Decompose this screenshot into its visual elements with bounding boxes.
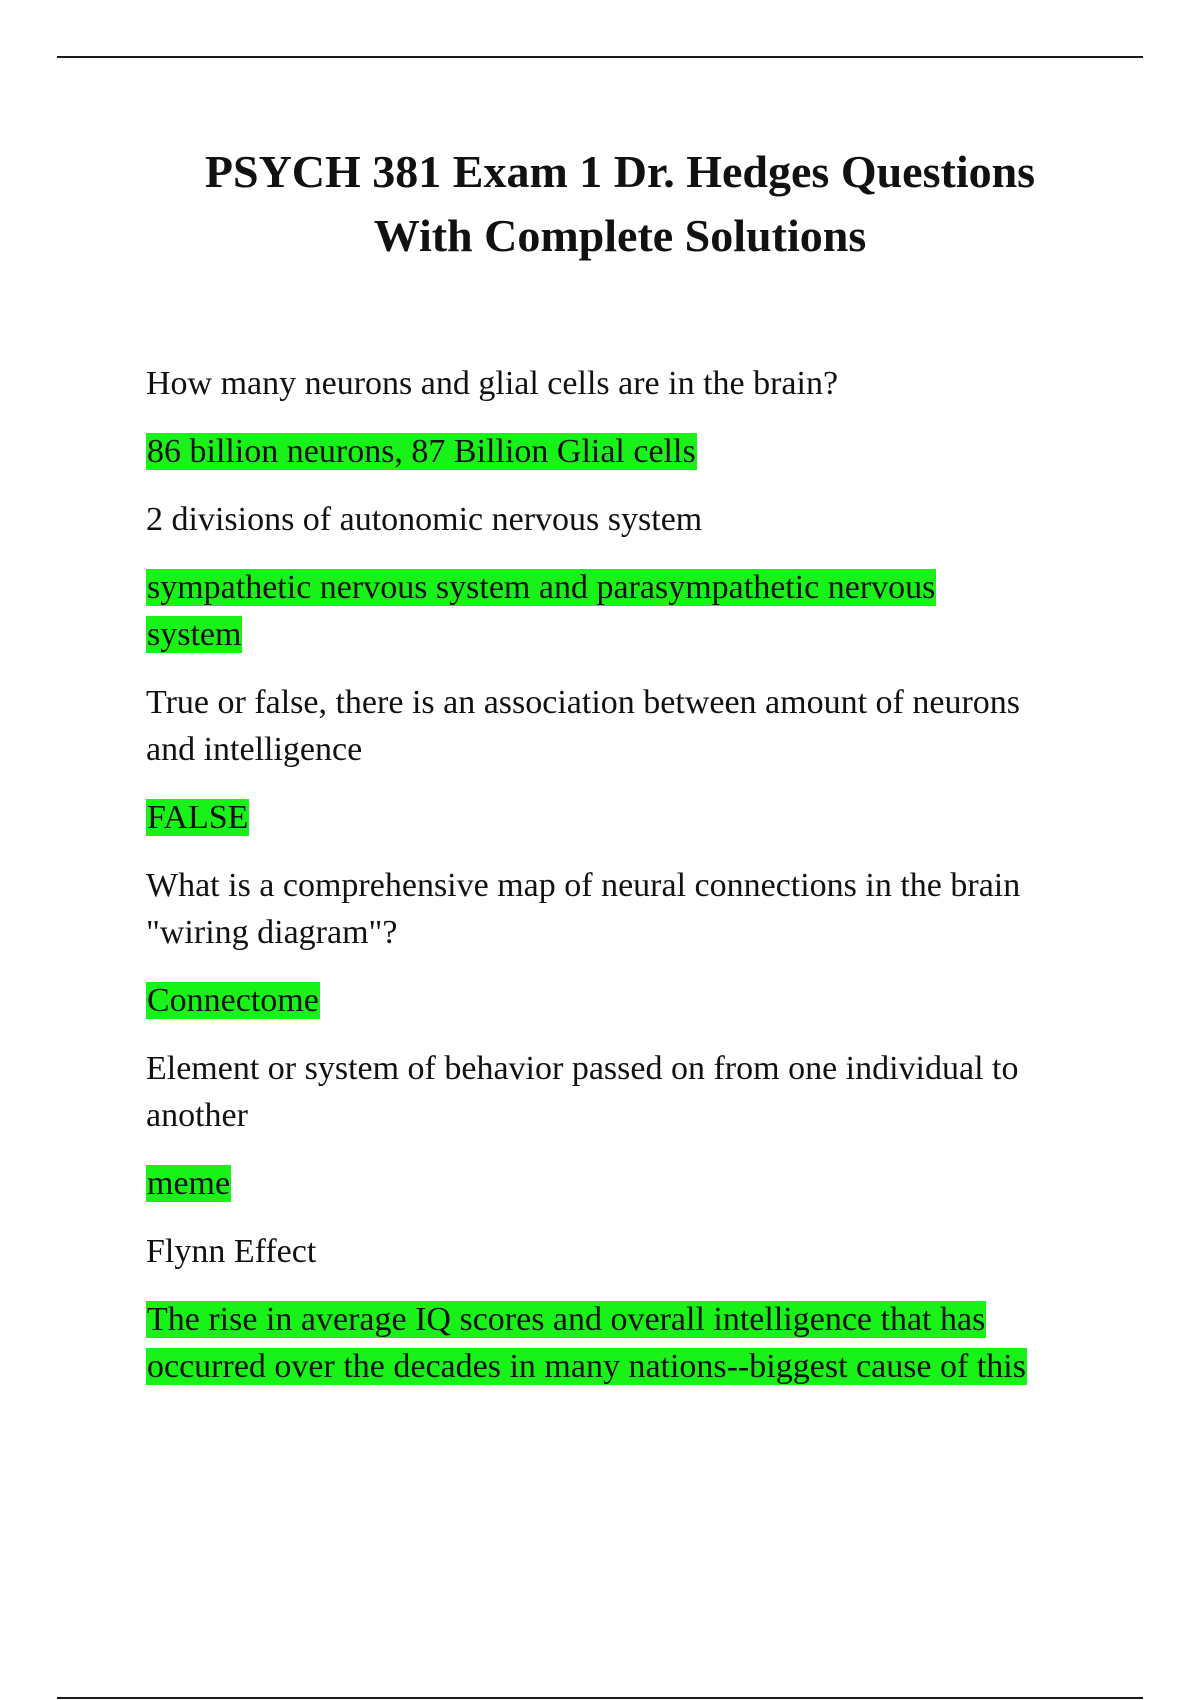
answer-4-line-1: Connectome bbox=[147, 982, 319, 1019]
question-2-line-1: 2 divisions of autonomic nervous system bbox=[146, 501, 703, 538]
answer-6 bbox=[146, 1296, 1096, 1390]
answer-3-line-1: FALSE bbox=[147, 799, 249, 836]
top-rule bbox=[57, 56, 1143, 58]
answer-3 bbox=[146, 794, 1096, 841]
question-5 bbox=[146, 1045, 1096, 1139]
title-line-2: With Complete Solutions bbox=[373, 210, 867, 261]
answer-4 bbox=[146, 977, 1096, 1024]
question-2 bbox=[146, 496, 1096, 543]
answer-6-line-1: The rise in average IQ scores and overall intelligence that has bbox=[147, 1301, 986, 1338]
question-5-line-2: another bbox=[146, 1097, 248, 1134]
answer-1 bbox=[146, 428, 1096, 475]
question-3-line-2: and intelligence bbox=[146, 731, 363, 768]
title-line-1: PSYCH 381 Exam 1 Dr. Hedges Questions bbox=[204, 146, 1036, 197]
question-4 bbox=[146, 862, 1096, 956]
answer-5 bbox=[146, 1160, 1096, 1207]
question-1-line-1: How many neurons and glial cells are in the brain? bbox=[146, 365, 839, 402]
bottom-rule bbox=[57, 1697, 1143, 1699]
question-6 bbox=[146, 1228, 1096, 1275]
question-4-line-1: What is a comprehensive map of neural connections in the brain bbox=[146, 867, 1021, 904]
question-3-line-1: True or false, there is an association between amount of neurons bbox=[146, 684, 1021, 721]
answer-2-line-1: sympathetic nervous system and parasympathetic nervous bbox=[147, 569, 936, 606]
qa-list bbox=[146, 360, 1096, 1411]
answer-5-line-1: meme bbox=[147, 1165, 231, 1202]
question-1 bbox=[146, 360, 1096, 407]
answer-1-line-1: 86 billion neurons, 87 Billion Glial cells bbox=[147, 433, 696, 470]
question-4-line-2: "wiring diagram"? bbox=[146, 914, 398, 951]
document-title bbox=[100, 140, 1140, 268]
question-5-line-1: Element or system of behavior passed on from one individual to bbox=[146, 1050, 1019, 1087]
answer-2 bbox=[146, 564, 1096, 658]
question-3 bbox=[146, 679, 1096, 773]
answer-6-line-2: occurred over the decades in many nations--biggest cause of this bbox=[147, 1348, 1026, 1385]
answer-2-line-2: system bbox=[147, 616, 242, 653]
question-6-line-1: Flynn Effect bbox=[146, 1233, 317, 1270]
